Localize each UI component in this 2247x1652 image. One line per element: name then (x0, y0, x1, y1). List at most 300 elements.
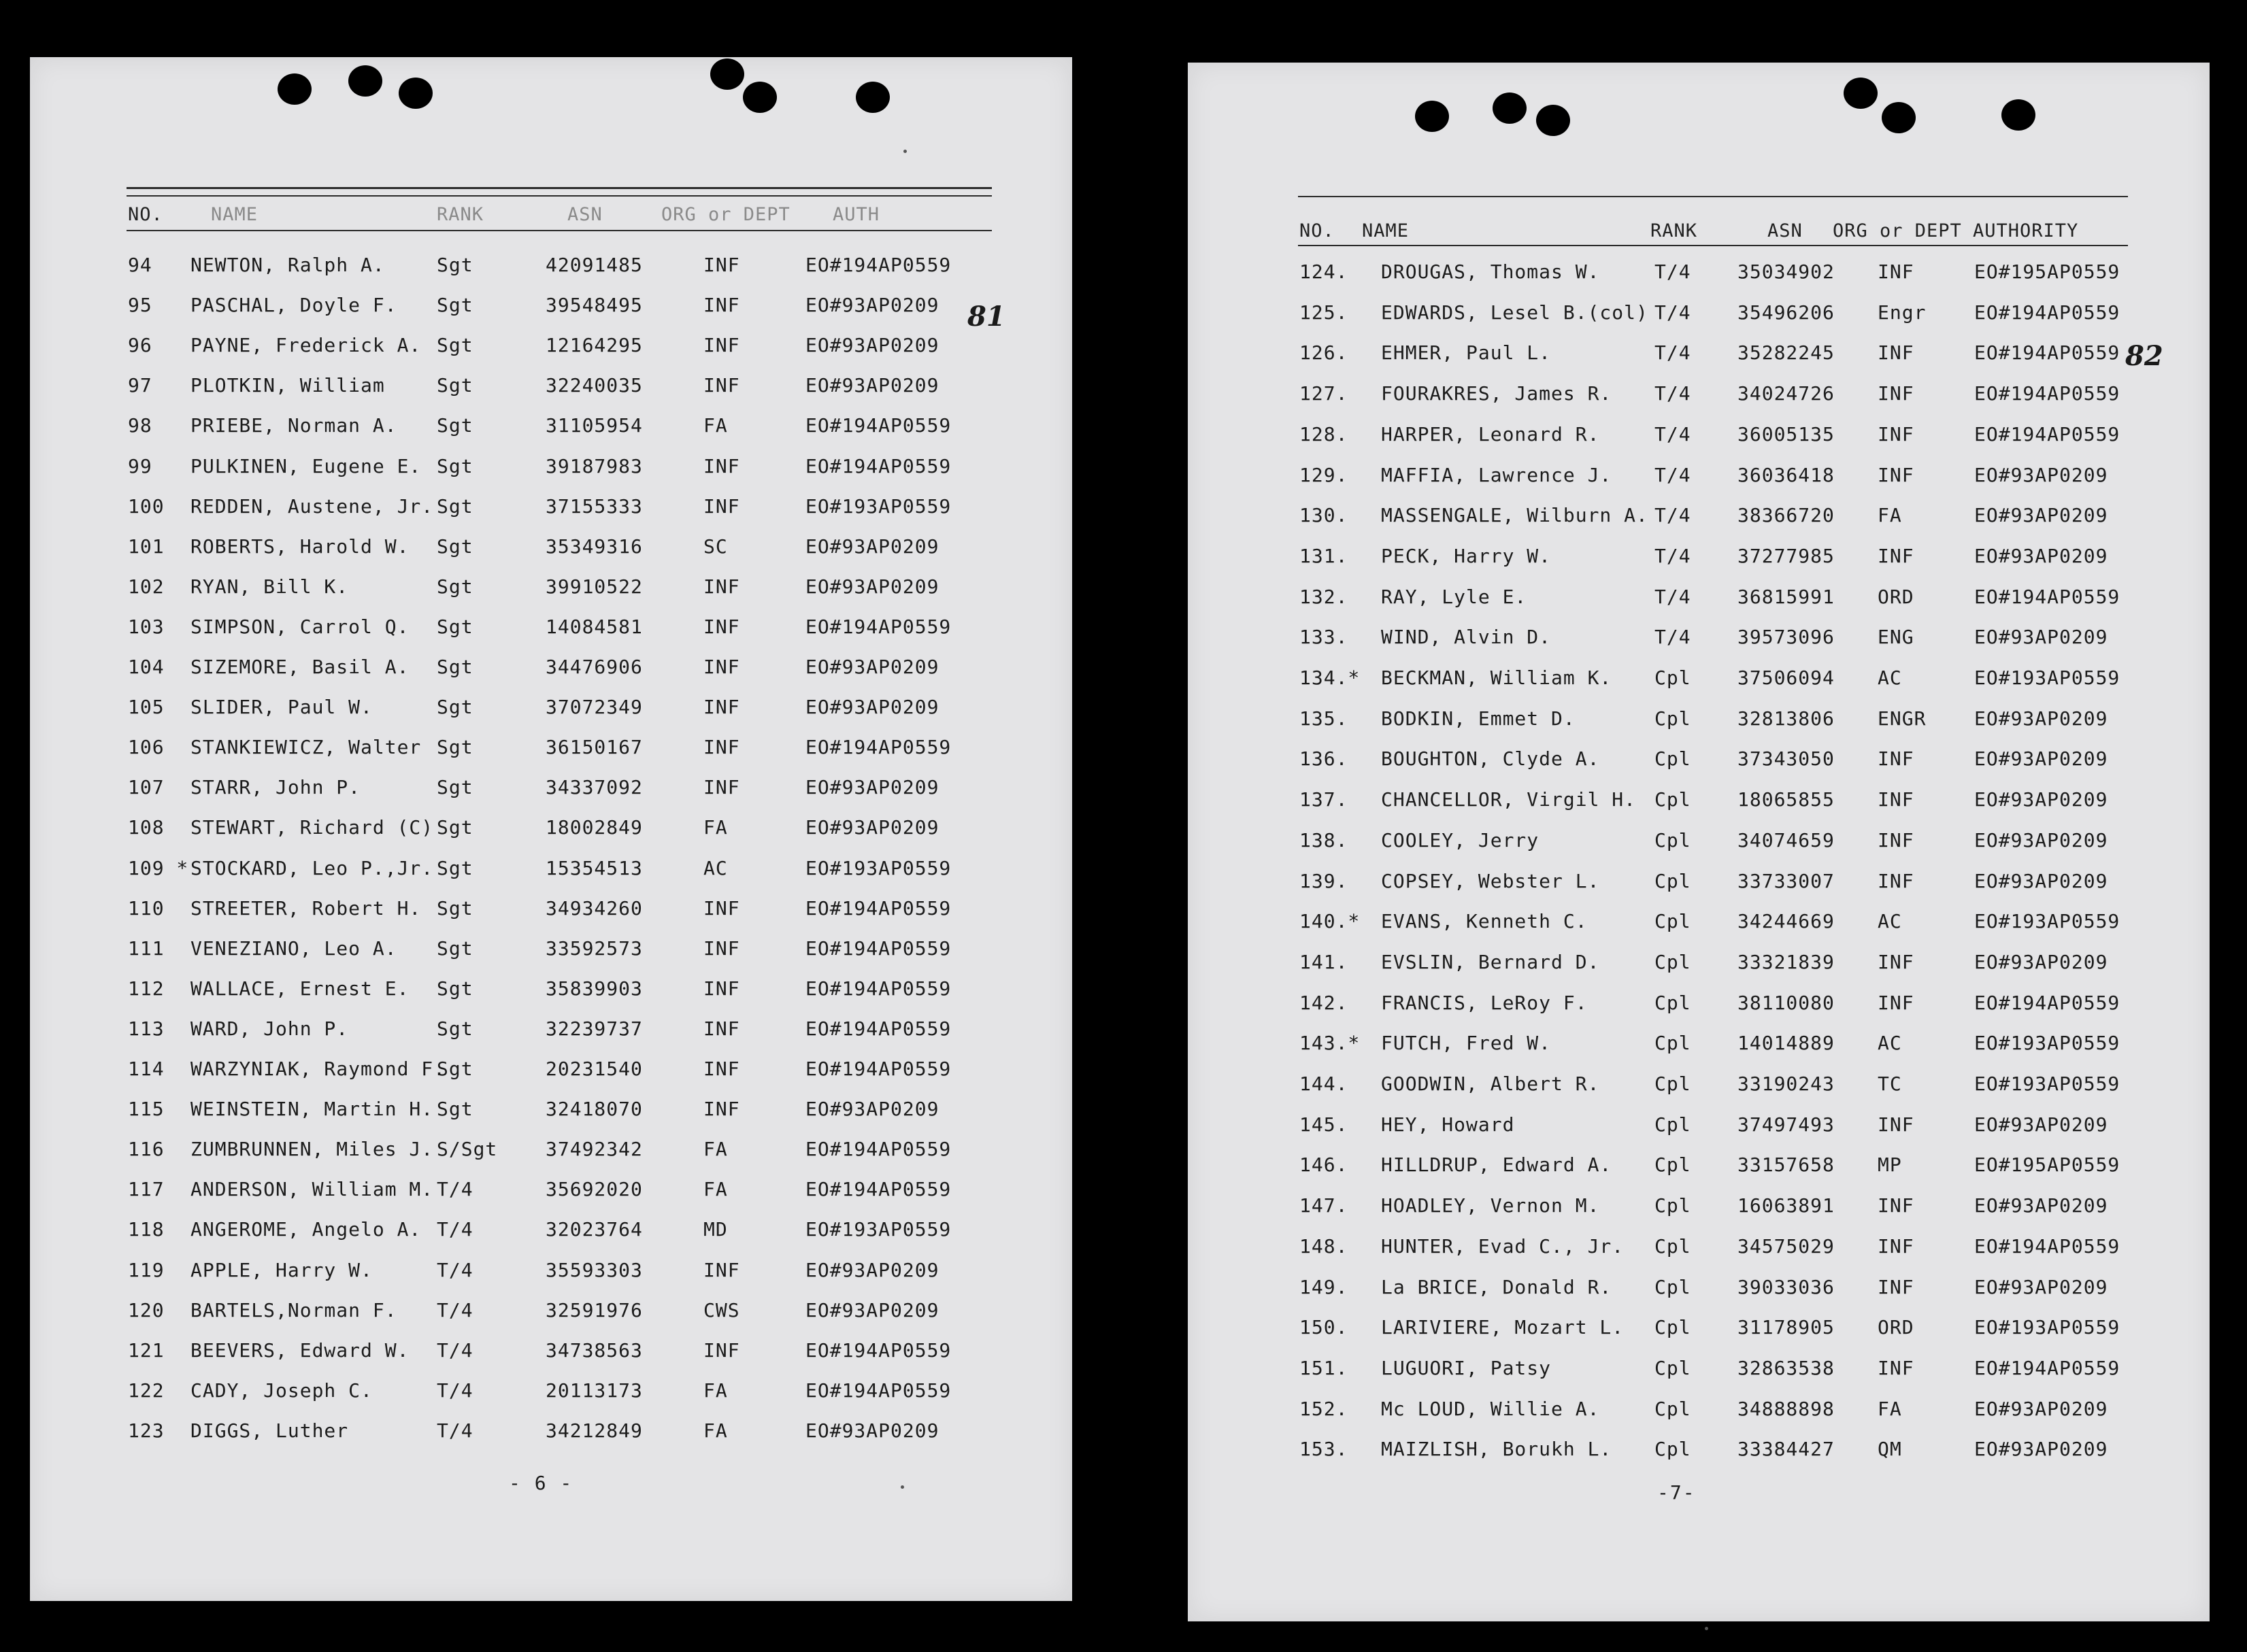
roster-page-left (30, 57, 1072, 1601)
cell-rank: Cpl (1654, 788, 1691, 811)
paper-speck (1705, 1627, 1708, 1630)
cell-auth: EO#193AP0559 (805, 494, 952, 518)
cell-auth: EO#93AP0209 (805, 374, 939, 397)
cell-asn: 38110080 (1737, 991, 1835, 1014)
cell-org: INF (1878, 869, 1914, 892)
cell-org: INF (1878, 991, 1914, 1014)
cell-rank: T/4 (437, 1178, 473, 1201)
cell-org: INF (1878, 422, 1914, 445)
table-row (1188, 380, 2210, 407)
table-row (1188, 705, 2210, 732)
cell-asn: 12164295 (546, 334, 643, 357)
cell-name: NEWTON, Ralph A. (190, 254, 385, 276)
cell-no: 104 (128, 656, 165, 678)
cell-asn: 32239737 (546, 1017, 643, 1040)
column-header-rank: RANK (1650, 220, 1698, 241)
cell-name: FRANCIS, LeRoy F. (1381, 991, 1588, 1014)
cell-auth: EO#93AP0209 (1974, 869, 2108, 892)
cell-asn: 32591976 (546, 1298, 643, 1321)
cell-rank: S/Sgt (437, 1138, 498, 1161)
cell-rank: Sgt (437, 294, 473, 317)
cell-org: FA (703, 1419, 728, 1442)
cell-asn: 32023764 (546, 1218, 643, 1241)
cell-auth: EO#93AP0209 (805, 294, 939, 317)
table-row (1188, 339, 2210, 367)
punch-hole (710, 58, 744, 90)
cell-org: INF (703, 334, 740, 357)
table-row (1188, 1436, 2210, 1463)
cell-no: 101 (128, 535, 165, 558)
cell-name: FUTCH, Fred W. (1381, 1032, 1552, 1055)
table-row (30, 1056, 1072, 1083)
cell-rank: Sgt (437, 334, 473, 357)
cell-no: 116 (128, 1138, 165, 1161)
cell-name: COPSEY, Webster L. (1381, 869, 1600, 892)
cell-auth: EO#194AP0559 (1974, 1234, 2120, 1258)
cell-asn: 37072349 (546, 696, 643, 719)
cell-name: BEEVERS, Edward W. (190, 1338, 410, 1362)
cell-org: INF (703, 1017, 740, 1040)
cell-name: EDWARDS, Lesel B.(col) (1381, 301, 1648, 324)
table-row (30, 1297, 1072, 1324)
cell-org: ORD (1878, 585, 1914, 608)
cell-rank: Sgt (437, 454, 473, 477)
cell-org: INF (703, 575, 740, 598)
cell-no: 94 (128, 254, 152, 276)
cell-name: SIZEMORE, Basil A. (190, 656, 410, 678)
cell-rank: T/4 (437, 1338, 473, 1362)
cell-no: 119 (128, 1258, 165, 1281)
cell-rank: Sgt (437, 615, 473, 638)
cell-no: 110 (128, 896, 165, 920)
header-rule-top (127, 187, 992, 189)
cell-asn: 32418070 (546, 1098, 643, 1121)
cell-auth: EO#194AP0559 (805, 454, 952, 477)
cell-name: PAYNE, Frederick A. (190, 334, 422, 357)
cell-rank: Sgt (437, 1058, 473, 1080)
table-row (30, 774, 1072, 801)
cell-asn: 37277985 (1737, 544, 1835, 567)
cell-no: 132. (1299, 585, 1348, 608)
column-header-auth: AUTH (833, 204, 880, 225)
cell-no: 95 (128, 294, 152, 317)
header-rule-top (1298, 196, 2128, 197)
cell-name: RAY, Lyle E. (1381, 585, 1527, 608)
table-row (1188, 1274, 2210, 1301)
cell-auth: EO#93AP0209 (1974, 463, 2108, 486)
table-row (1188, 1151, 2210, 1179)
cell-no: 143.* (1299, 1032, 1361, 1055)
cell-rank: Sgt (437, 575, 473, 598)
table-row (30, 252, 1072, 279)
cell-name: BARTELS,Norman F. (190, 1298, 397, 1321)
cell-auth: EO#194AP0559 (805, 937, 952, 960)
table-row (30, 453, 1072, 480)
cell-auth: EO#93AP0209 (1974, 828, 2108, 852)
table-row (30, 1096, 1072, 1123)
cell-asn: 31178905 (1737, 1316, 1835, 1339)
cell-name: SLIDER, Paul W. (190, 696, 373, 719)
cell-org: FA (703, 816, 728, 839)
cell-rank: Cpl (1654, 1032, 1691, 1055)
cell-no: 108 (128, 816, 165, 839)
cell-rank: T/4 (437, 1379, 473, 1402)
cell-name: VENEZIANO, Leo A. (190, 937, 397, 960)
table-row (30, 694, 1072, 721)
table-row (1188, 258, 2210, 286)
table-row (30, 332, 1072, 359)
cell-rank: Cpl (1654, 1316, 1691, 1339)
cell-org: INF (703, 1098, 740, 1121)
cell-name: DROUGAS, Thomas W. (1381, 260, 1600, 283)
table-row (30, 1176, 1072, 1203)
cell-org: INF (1878, 788, 1914, 811)
table-row (1188, 827, 2210, 854)
cell-no: 109 * (128, 856, 189, 879)
cell-auth: EO#93AP0209 (805, 816, 939, 839)
cell-rank: Sgt (437, 1098, 473, 1121)
cell-asn: 34934260 (546, 896, 643, 920)
cell-auth: EO#194AP0559 (805, 1138, 952, 1161)
cell-asn: 34337092 (546, 776, 643, 799)
cell-org: INF (703, 696, 740, 719)
cell-rank: Cpl (1654, 1397, 1691, 1420)
table-row (30, 412, 1072, 439)
table-row (1188, 1355, 2210, 1382)
cell-org: INF (1878, 463, 1914, 486)
punch-hole (2001, 99, 2035, 131)
page-number: -7- (1657, 1481, 1696, 1504)
cell-name: PULKINEN, Eugene E. (190, 454, 422, 477)
cell-auth: EO#93AP0209 (805, 1298, 939, 1321)
cell-rank: Sgt (437, 816, 473, 839)
cell-rank: T/4 (1654, 504, 1691, 527)
cell-name: LARIVIERE, Mozart L. (1381, 1316, 1625, 1339)
cell-rank: Sgt (437, 254, 473, 276)
cell-rank: Cpl (1654, 950, 1691, 973)
cell-no: 153. (1299, 1438, 1348, 1461)
cell-org: SC (703, 535, 728, 558)
cell-org: INF (1878, 950, 1914, 973)
cell-auth: EO#93AP0209 (805, 535, 939, 558)
cell-rank: Sgt (437, 374, 473, 397)
cell-asn: 39910522 (546, 575, 643, 598)
cell-org: INF (1878, 544, 1914, 567)
cell-org: QM (1878, 1438, 1902, 1461)
paper-speck (903, 150, 907, 153)
cell-asn: 20231540 (546, 1058, 643, 1080)
cell-no: 96 (128, 334, 152, 357)
cell-rank: T/4 (1654, 585, 1691, 608)
cell-auth: EO#93AP0209 (805, 334, 939, 357)
cell-auth: EO#93AP0209 (1974, 1275, 2108, 1298)
table-row (1188, 299, 2210, 326)
cell-name: ROBERTS, Harold W. (190, 535, 410, 558)
cell-org: INF (703, 776, 740, 799)
cell-name: STANKIEWICZ, Walter (190, 736, 422, 759)
cell-auth: EO#93AP0209 (805, 1419, 939, 1442)
cell-org: INF (703, 1338, 740, 1362)
cell-asn: 34738563 (546, 1338, 643, 1362)
cell-asn: 34888898 (1737, 1397, 1835, 1420)
cell-auth: EO#194AP0559 (1974, 301, 2120, 324)
cell-asn: 37497493 (1737, 1113, 1835, 1136)
cell-org: INF (703, 896, 740, 920)
cell-asn: 34244669 (1737, 910, 1835, 933)
cell-asn: 35349316 (546, 535, 643, 558)
cell-name: COOLEY, Jerry (1381, 828, 1539, 852)
cell-rank: Cpl (1654, 707, 1691, 730)
cell-asn: 18065855 (1737, 788, 1835, 811)
cell-asn: 37155333 (546, 494, 643, 518)
cell-asn: 14084581 (546, 615, 643, 638)
cell-no: 145. (1299, 1113, 1348, 1136)
cell-asn: 14014889 (1737, 1032, 1835, 1055)
cell-no: 100 (128, 494, 165, 518)
cell-no: 130. (1299, 504, 1348, 527)
cell-org: INF (1878, 828, 1914, 852)
cell-auth: EO#194AP0559 (1974, 341, 2120, 365)
cell-asn: 36150167 (546, 736, 643, 759)
punch-hole (399, 78, 433, 109)
table-row (30, 895, 1072, 922)
cell-rank: Cpl (1654, 1194, 1691, 1217)
cell-rank: Cpl (1654, 828, 1691, 852)
cell-no: 123 (128, 1419, 165, 1442)
cell-name: STREETER, Robert H. (190, 896, 422, 920)
cell-no: 128. (1299, 422, 1348, 445)
cell-name: Mc LOUD, Willie A. (1381, 1397, 1600, 1420)
cell-org: MD (703, 1218, 728, 1241)
cell-asn: 42091485 (546, 254, 643, 276)
cell-name: EVSLIN, Bernard D. (1381, 950, 1600, 973)
punch-hole (1493, 92, 1527, 124)
table-row (1188, 1030, 2210, 1057)
cell-org: AC (1878, 910, 1902, 933)
cell-no: 111 (128, 937, 165, 960)
cell-no: 124. (1299, 260, 1348, 283)
cell-name: MASSENGALE, Wilburn A. (1381, 504, 1648, 527)
cell-auth: EO#93AP0209 (805, 776, 939, 799)
table-row (30, 1257, 1072, 1284)
cell-auth: EO#194AP0559 (1974, 1356, 2120, 1379)
punch-hole (1844, 78, 1878, 109)
cell-name: CADY, Joseph C. (190, 1379, 373, 1402)
cell-auth: EO#93AP0209 (805, 575, 939, 598)
cell-org: Engr (1878, 301, 1927, 324)
cell-no: 141. (1299, 950, 1348, 973)
page-stamp-number: 82 (2125, 340, 2163, 372)
cell-auth: EO#193AP0559 (1974, 667, 2120, 689)
cell-rank: Cpl (1654, 1234, 1691, 1258)
cell-org: FA (703, 1379, 728, 1402)
table-row (30, 613, 1072, 641)
cell-auth: EO#93AP0209 (1974, 1438, 2108, 1461)
cell-rank: Sgt (437, 535, 473, 558)
table-row (1188, 584, 2210, 611)
cell-no: 103 (128, 615, 165, 638)
cell-rank: T/4 (1654, 382, 1691, 405)
punch-hole (1882, 102, 1916, 133)
cell-auth: EO#93AP0209 (1974, 504, 2108, 527)
cell-auth: EO#194AP0559 (805, 1058, 952, 1080)
cell-rank: T/4 (437, 1218, 473, 1241)
cell-org: INF (703, 977, 740, 1000)
cell-asn: 33190243 (1737, 1073, 1835, 1095)
table-row (30, 814, 1072, 841)
cell-auth: EO#93AP0209 (805, 656, 939, 678)
cell-rank: T/4 (1654, 301, 1691, 324)
column-header-asn: ASN (567, 204, 603, 225)
cell-rank: Sgt (437, 494, 473, 518)
table-row (30, 573, 1072, 601)
cell-org: FA (1878, 504, 1902, 527)
table-row (1188, 624, 2210, 651)
roster-page-right (1188, 63, 2210, 1621)
cell-no: 105 (128, 696, 165, 719)
cell-org: INF (703, 454, 740, 477)
cell-auth: EO#194AP0559 (805, 977, 952, 1000)
cell-asn: 39573096 (1737, 626, 1835, 649)
cell-rank: Cpl (1654, 747, 1691, 771)
cell-no: 135. (1299, 707, 1348, 730)
cell-name: STEWART, Richard (C) (190, 816, 434, 839)
cell-rank: Sgt (437, 937, 473, 960)
cell-auth: EO#93AP0209 (1974, 747, 2108, 771)
cell-no: 149. (1299, 1275, 1348, 1298)
cell-no: 137. (1299, 788, 1348, 811)
cell-asn: 31105954 (546, 414, 643, 437)
cell-no: 144. (1299, 1073, 1348, 1095)
cell-org: AC (1878, 1032, 1902, 1055)
cell-name: RYAN, Bill K. (190, 575, 349, 598)
cell-asn: 36815991 (1737, 585, 1835, 608)
cell-auth: EO#93AP0209 (1974, 707, 2108, 730)
cell-asn: 33157658 (1737, 1153, 1835, 1177)
column-header-auth: AUTHORITY (1973, 220, 2079, 241)
cell-asn: 39548495 (546, 294, 643, 317)
cell-no: 125. (1299, 301, 1348, 324)
cell-rank: Sgt (437, 736, 473, 759)
cell-name: WARD, John P. (190, 1017, 349, 1040)
table-row (30, 1337, 1072, 1364)
table-row (1188, 664, 2210, 692)
cell-no: 139. (1299, 869, 1348, 892)
cell-name: ANGEROME, Angelo A. (190, 1218, 422, 1241)
column-header-name: NAME (1362, 220, 1410, 241)
cell-no: 127. (1299, 382, 1348, 405)
cell-asn: 37343050 (1737, 747, 1835, 771)
punch-hole (1536, 105, 1570, 136)
cell-rank: Sgt (437, 1017, 473, 1040)
cell-no: 138. (1299, 828, 1348, 852)
cell-org: FA (703, 1138, 728, 1161)
cell-asn: 36005135 (1737, 422, 1835, 445)
cell-no: 121 (128, 1338, 165, 1362)
cell-asn: 20113173 (546, 1379, 643, 1402)
cell-name: La BRICE, Donald R. (1381, 1275, 1612, 1298)
table-row (30, 533, 1072, 560)
cell-auth: EO#93AP0209 (805, 1098, 939, 1121)
cell-org: INF (1878, 260, 1914, 283)
table-row (30, 493, 1072, 520)
table-row (1188, 1396, 2210, 1423)
table-row (1188, 786, 2210, 813)
cell-no: 99 (128, 454, 152, 477)
cell-rank: T/4 (1654, 341, 1691, 365)
table-row (30, 1216, 1072, 1243)
cell-name: HEY, Howard (1381, 1113, 1515, 1136)
cell-no: 150. (1299, 1316, 1348, 1339)
punch-hole (856, 82, 890, 113)
cell-rank: Sgt (437, 414, 473, 437)
cell-auth: EO#93AP0209 (805, 696, 939, 719)
cell-no: 122 (128, 1379, 165, 1402)
table-row (1188, 543, 2210, 570)
cell-rank: Sgt (437, 776, 473, 799)
cell-name: ZUMBRUNNEN, Miles J. (190, 1138, 434, 1161)
cell-org: INF (703, 736, 740, 759)
cell-rank: Cpl (1654, 1153, 1691, 1177)
cell-rank: Sgt (437, 896, 473, 920)
table-row (1188, 949, 2210, 976)
table-row (1188, 1233, 2210, 1260)
cell-org: CWS (703, 1298, 740, 1321)
column-header-no: NO. (128, 204, 163, 225)
table-row (30, 1136, 1072, 1163)
cell-org: INF (703, 374, 740, 397)
table-row (30, 1015, 1072, 1043)
cell-asn: 35282245 (1737, 341, 1835, 365)
cell-asn: 33733007 (1737, 869, 1835, 892)
cell-org: INF (703, 615, 740, 638)
cell-auth: EO#93AP0209 (805, 1258, 939, 1281)
cell-auth: EO#194AP0559 (805, 1379, 952, 1402)
cell-org: AC (1878, 667, 1902, 689)
cell-asn: 34575029 (1737, 1234, 1835, 1258)
table-row (30, 734, 1072, 761)
cell-name: GOODWIN, Albert R. (1381, 1073, 1600, 1095)
cell-name: APPLE, Harry W. (190, 1258, 373, 1281)
cell-asn: 39033036 (1737, 1275, 1835, 1298)
cell-no: 136. (1299, 747, 1348, 771)
cell-org: INF (703, 1258, 740, 1281)
table-row (1188, 745, 2210, 773)
cell-name: BOUGHTON, Clyde A. (1381, 747, 1600, 771)
cell-name: HARPER, Leonard R. (1381, 422, 1600, 445)
table-row (30, 654, 1072, 681)
cell-asn: 18002849 (546, 816, 643, 839)
cell-no: 126. (1299, 341, 1348, 365)
cell-rank: T/4 (437, 1419, 473, 1442)
paper-speck (901, 1485, 904, 1489)
header-rule-bottom (1298, 245, 2128, 246)
cell-org: FA (1878, 1397, 1902, 1420)
cell-org: INF (1878, 1356, 1914, 1379)
cell-asn: 37492342 (546, 1138, 643, 1161)
cell-name: BODKIN, Emmet D. (1381, 707, 1576, 730)
cell-no: 106 (128, 736, 165, 759)
cell-rank: T/4 (1654, 260, 1691, 283)
cell-org: FA (703, 1178, 728, 1201)
cell-rank: T/4 (1654, 626, 1691, 649)
cell-rank: Sgt (437, 856, 473, 879)
cell-auth: EO#194AP0559 (805, 736, 952, 759)
cell-no: 113 (128, 1017, 165, 1040)
cell-name: FOURAKRES, James R. (1381, 382, 1612, 405)
cell-org: INF (1878, 341, 1914, 365)
cell-auth: EO#194AP0559 (805, 1017, 952, 1040)
